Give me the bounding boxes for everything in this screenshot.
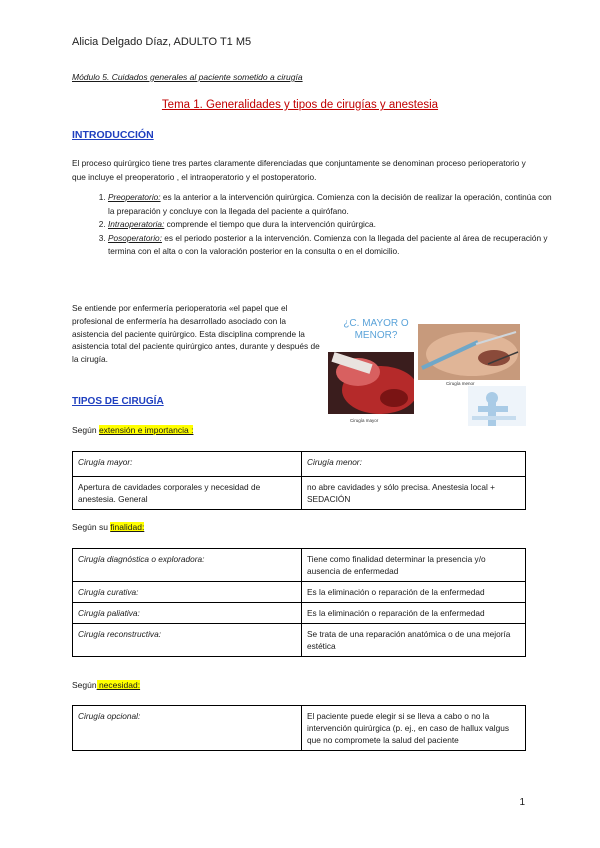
page-number: 1 (519, 797, 525, 808)
major-surgery-photo (328, 352, 414, 414)
perioperative-paragraph: Se entiende por enfermería perioperatoria «el papel que el profesional de enfermería ha desarrollado asociado con la asistencia del paciente quirúrgico. Esta disciplina comprende la asistencia total del paciente quirúrgico antes, durante y después de la cirugía. (72, 303, 320, 365)
minor-surgery-caption: Cirugía menor (446, 381, 475, 386)
group-label-need (72, 680, 140, 690)
table-extension (72, 451, 526, 510)
table-cell: Es la eliminación o reparación de la enfermedad (302, 603, 526, 624)
minor-surgery-photo (418, 324, 520, 380)
table-cell: Cirugía paliativa: (73, 603, 302, 624)
page-header: Alicia Delgado Díaz, ADULTO T1 M5 (72, 36, 252, 48)
table-cell: Cirugía mayor: (73, 452, 302, 477)
phase-text: es la anterior a la intervención quirúrgica. Comienza con la decisión de realizar la operación, continúa con la preparación y concluye con la llegada del paciente a quirófano. (108, 192, 552, 216)
group-label-extension (72, 425, 193, 435)
label-highlight: finalidad: (110, 522, 145, 532)
table-row (73, 549, 526, 582)
phase-text: comprende el tiempo que dura la intervención quirúrgica. (164, 219, 376, 229)
intro-paragraph: El proceso quirúrgico tiene tres partes claramente diferenciadas que conjuntamente se denominan proceso perioperatorio y que incluye el preoperatorio , el intraoperatorio y el postoperatorio. (72, 158, 526, 182)
phase-text: es el periodo posterior a la intervención. Comienza con la llegada del paciente al área de recuperación y termina con el alta o con la valoración posterior en la consulta o en el domicilio. (108, 232, 548, 256)
table-cell: Cirugía curativa: (73, 582, 302, 603)
table-cell: El paciente puede elegir si se lleva a cabo o no la intervención quirúrgica (p. ej., en caso de hallux valgus que no compromete la salud del paciente (302, 706, 526, 751)
phases-list (72, 191, 554, 259)
surgery-types-heading: TIPOS DE CIRUGÍA (72, 396, 164, 407)
phase-item (108, 218, 554, 232)
decorative-cross-graphic (468, 386, 526, 426)
table-cell: Tiene como finalidad determinar la presencia y/o ausencia de enfermedad (302, 549, 526, 582)
table-row (73, 452, 526, 477)
major-surgery-caption: Cirugía mayor (350, 418, 379, 423)
table-cell: no abre cavidades y sólo precisa. Anestesia local + SEDACIÓN (302, 477, 526, 510)
table-cell: Cirugía menor: (302, 452, 526, 477)
table-row (73, 603, 526, 624)
phase-item (108, 232, 554, 259)
label-highlight: necesidad: (96, 680, 141, 690)
module-title: Módulo 5. Cuidados generales al paciente sometido a cirugía (72, 72, 303, 82)
label-prefix: Según (72, 425, 99, 435)
label-highlight: extensión e importancia : (98, 425, 194, 435)
phase-term: Posoperatorio: (108, 232, 162, 243)
table-purpose (72, 548, 526, 657)
group-label-purpose (72, 522, 144, 532)
intro-heading: INTRODUCCIÓN (72, 129, 154, 141)
table-cell: Es la eliminación o reparación de la enfermedad (302, 582, 526, 603)
table-need (72, 705, 526, 751)
phase-term: Intraoperatoria: (108, 219, 165, 229)
table-row (73, 624, 526, 657)
table-cell: Se trata de una reparación anatómica o de una mejoría estética (302, 624, 526, 657)
table-row (73, 706, 526, 751)
table-row (73, 582, 526, 603)
phase-term: Preoperatorio: (108, 192, 161, 202)
label-prefix: Según (72, 680, 97, 690)
table-cell: Cirugía diagnóstica o exploradora: (73, 549, 302, 582)
phase-item (108, 191, 554, 218)
label-prefix: Según su (72, 522, 111, 532)
surgery-question-text: ¿C. MAYOR O MENOR? (343, 318, 409, 341)
table-cell: Cirugía opcional: (73, 706, 302, 751)
table-cell: Cirugía reconstructiva: (73, 624, 302, 657)
table-row (73, 477, 526, 510)
page-title: Tema 1. Generalidades y tipos de cirugías y anestesia (161, 99, 439, 111)
table-cell: Apertura de cavidades corporales y necesidad de anestesia. General (73, 477, 302, 510)
